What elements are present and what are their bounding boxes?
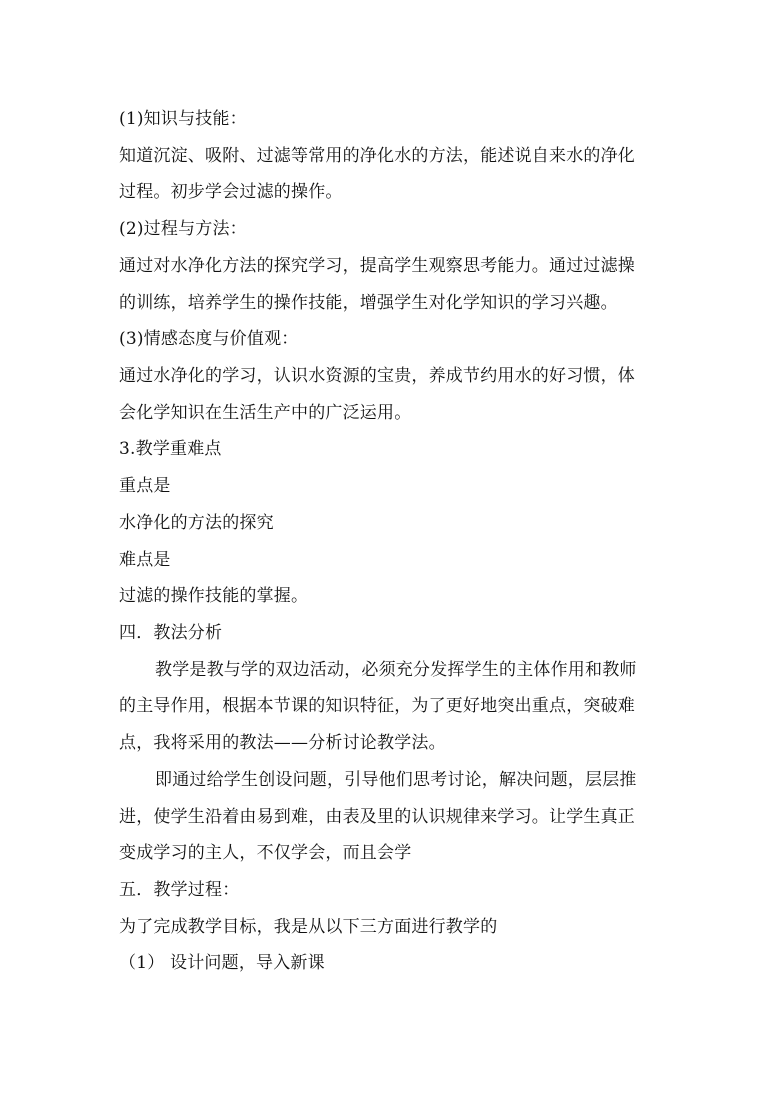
paragraph-line: 进，使学生沿着由易到难，由表及里的认识规律来学习。让学生真正 — [119, 807, 635, 827]
paragraph-line: 教学是教与学的双边活动，必须充分发挥学生的主体作用和教师 — [155, 660, 637, 680]
paragraph-line: 通过水净化的学习，认识水资源的宝贵，养成节约用水的好习惯，体 — [119, 366, 635, 386]
paragraph-line: 会化学知识在生活生产中的广泛运用。 — [119, 403, 412, 423]
heading-process-method: (2)过程与方法： — [119, 219, 247, 239]
list-item-design-questions: （1） 设计问题，导入新课 — [119, 953, 325, 973]
paragraph-line: 的主导作用，根据本节课的知识特征，为了更好地突出重点，突破难 — [119, 696, 635, 716]
section-heading-teaching-method: 四．教法分析 — [119, 623, 223, 643]
paragraph-line: 的训练，培养学生的操作技能，增强学生对化学知识的学习兴趣。 — [119, 293, 618, 313]
paragraph-line: 点，我将采用的教法——分析讨论教学法。 — [119, 733, 446, 753]
paragraph-line: 为了完成教学目标，我是从以下三方面进行教学的 — [119, 917, 498, 937]
paragraph-line: 变成学习的主人，不仅学会，而且会学 — [119, 843, 412, 863]
paragraph-line: 过程。初步学会过滤的操作。 — [119, 182, 343, 202]
heading-knowledge-skills: (1)知识与技能： — [119, 109, 247, 129]
paragraph-line: 通过对水净化方法的探究学习，提高学生观察思考能力。通过过滤操 — [119, 256, 635, 276]
section-heading-teaching-process: 五．教学过程： — [119, 880, 240, 900]
paragraph-line: 即通过给学生创设问题，引导他们思考讨论，解决问题，层层推 — [155, 770, 637, 790]
label-difficulty: 难点是 — [119, 550, 171, 570]
key-point-text: 水净化的方法的探究 — [119, 513, 274, 533]
paragraph-line: 知道沉淀、吸附、过滤等常用的净化水的方法，能述说自来水的净化 — [119, 146, 635, 166]
heading-attitude-values: (3)情感态度与价值观： — [119, 329, 299, 349]
section-heading-key-difficulties: 3.教学重难点 — [119, 439, 222, 459]
difficulty-text: 过滤的操作技能的掌握。 — [119, 586, 309, 606]
label-key-point: 重点是 — [119, 476, 171, 496]
